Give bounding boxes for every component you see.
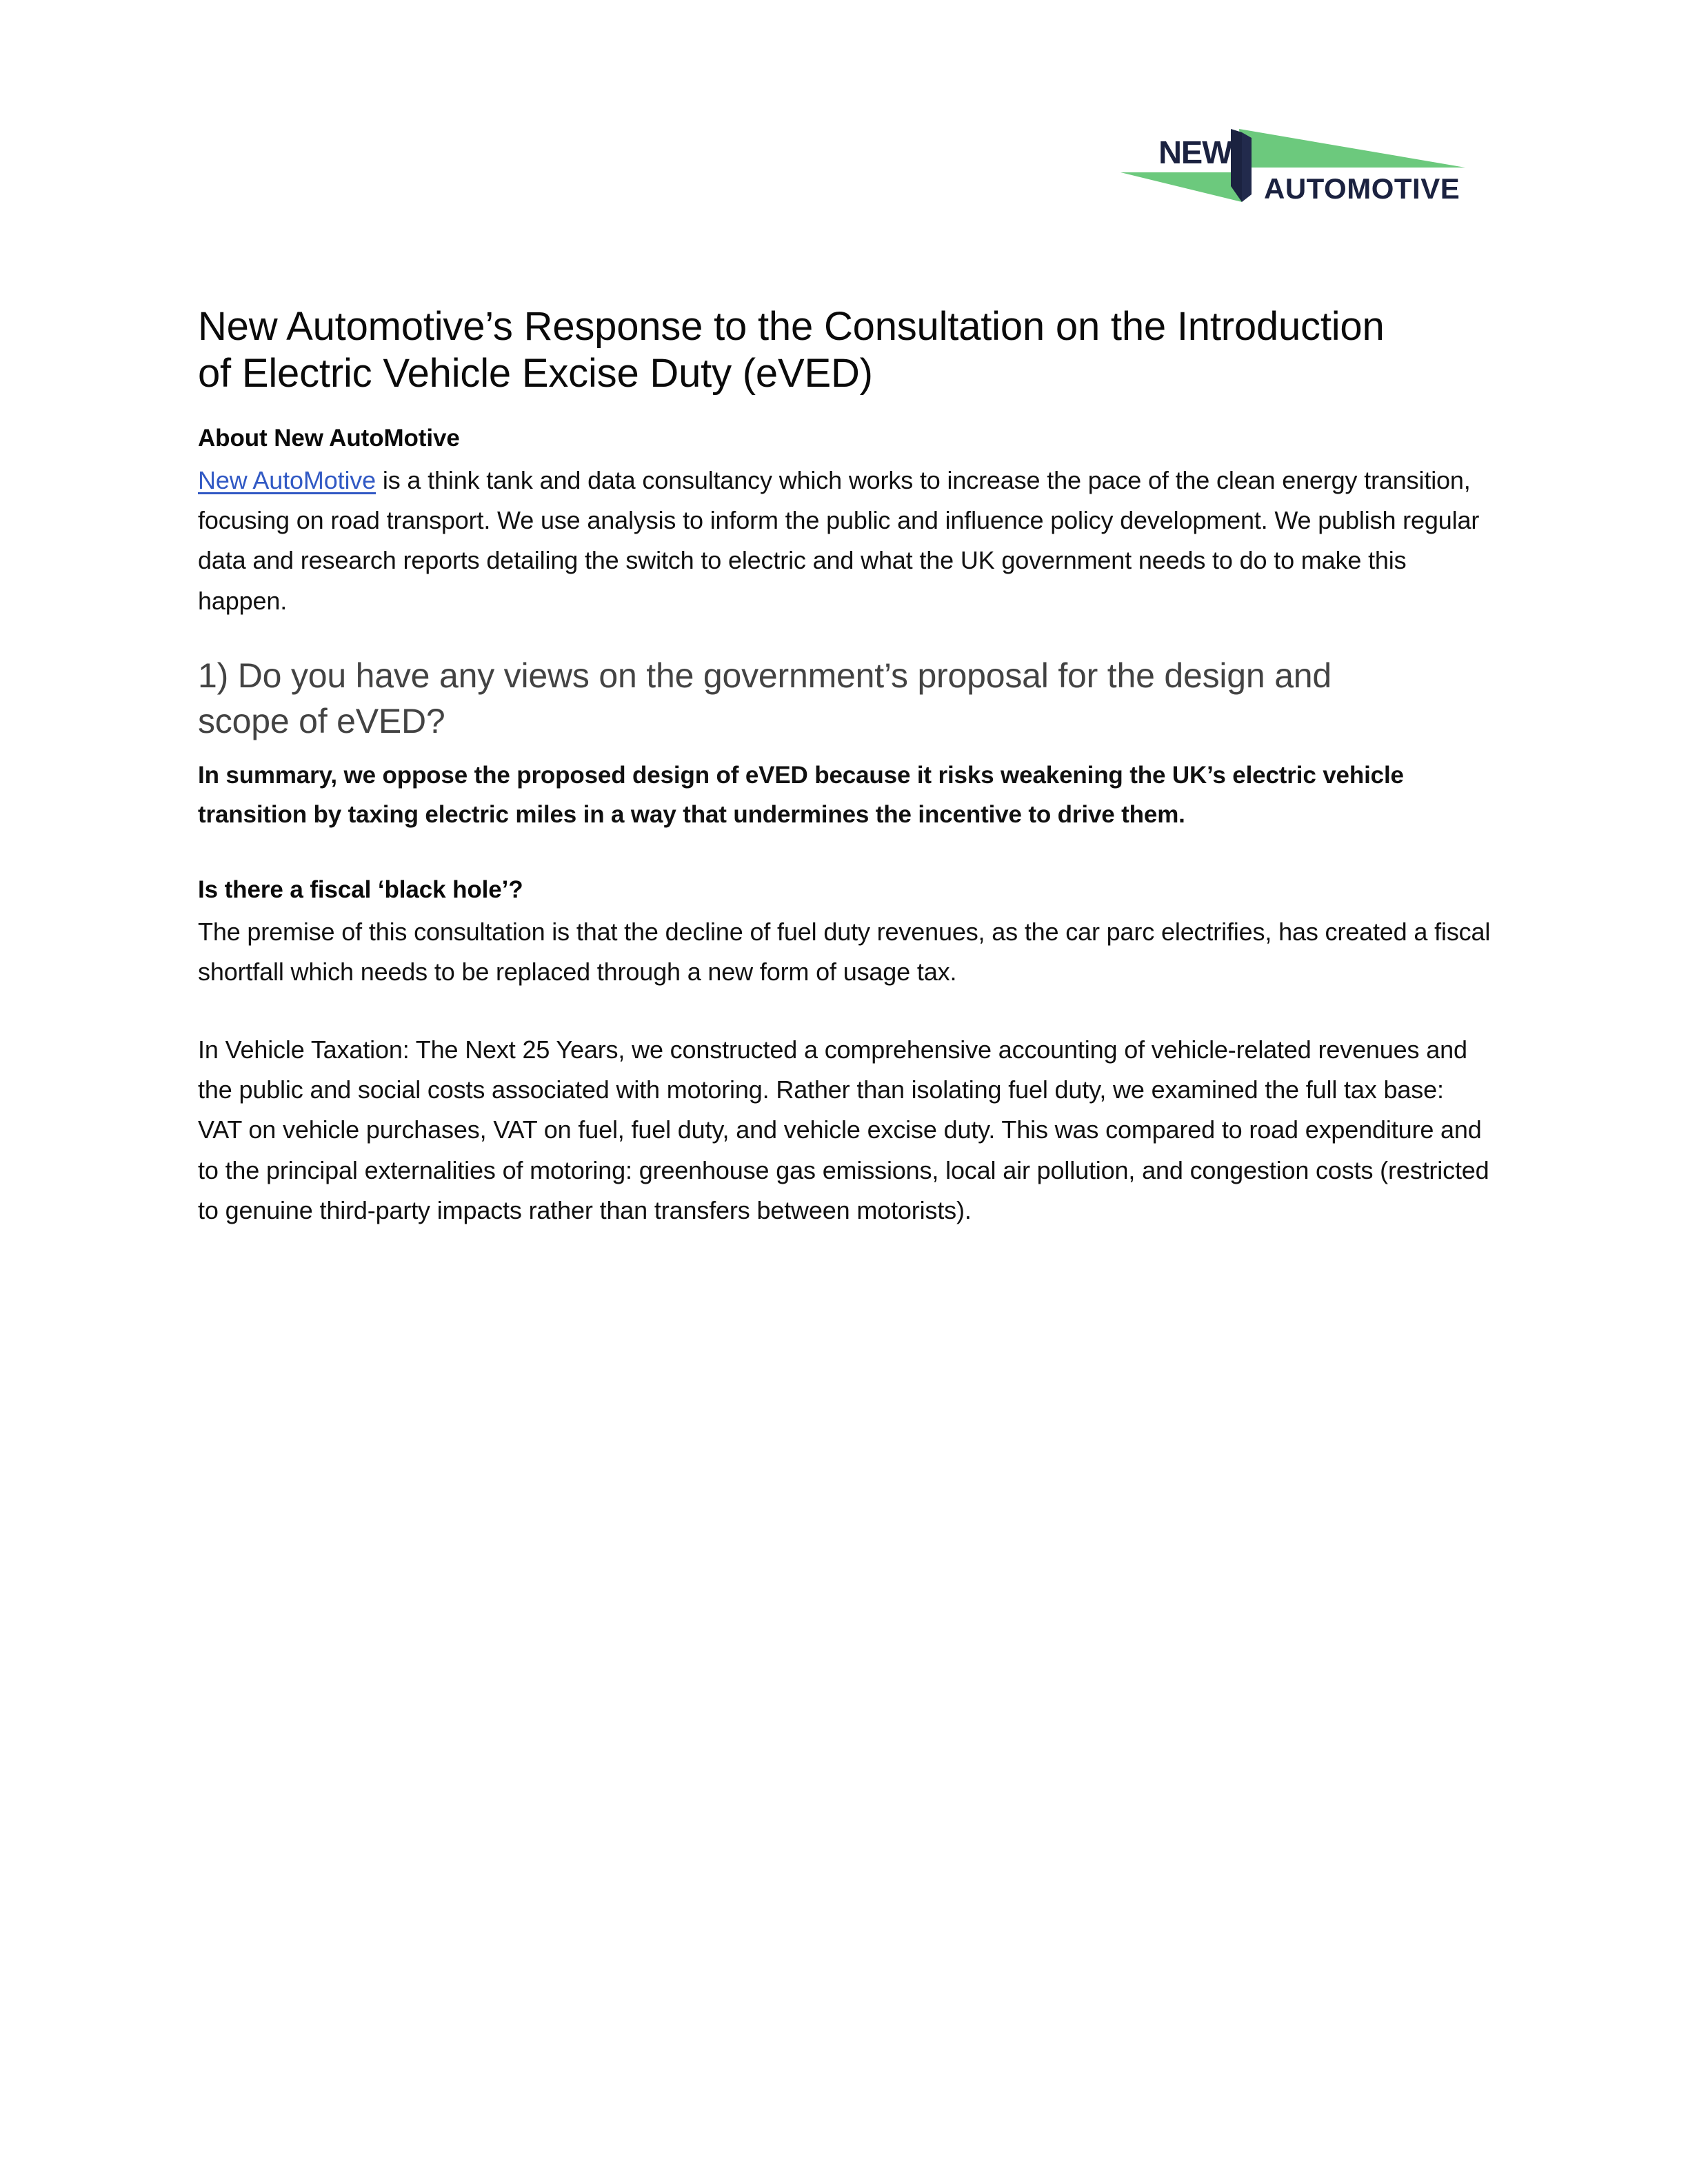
new-automotive-link[interactable]: New AutoMotive — [198, 465, 376, 494]
new-automotive-logo — [1121, 117, 1465, 203]
question-1-summary: In summary, we oppose the proposed design of eVED because it risks weakening the UK’s electric vehicle transition by taxing electric miles in a way that undermines the incentive to drive them. — [198, 761, 1404, 828]
question-1-heading: 1) Do you have any views on the government’s proposal for the design and scope of eVED? — [198, 656, 1332, 740]
logo-green-upper-triangle — [1239, 129, 1465, 168]
logo-green-lower-triangle — [1121, 172, 1242, 202]
page-title: New Automotive’s Response to the Consultation on the Introduction of Electric Vehicle Excise Duty (eVED) — [198, 304, 1385, 396]
document-content — [198, 303, 1491, 1231]
logo-artwork — [1121, 117, 1465, 203]
fiscal-black-hole-heading: Is there a fiscal ‘black hole’? — [198, 876, 523, 904]
about-heading: About New AutoMotive — [198, 424, 460, 452]
logo-word-automotive: AUTOMOTIVE — [1264, 172, 1460, 203]
about-paragraph-text: is a think tank and data consultancy which works to increase the pace of the clean energy transition, focusing on road transport. We use analysis to inform the public and influence policy development. We publish regular data and research reports detailing the switch to electric and what the UK government needs to do to make this happen. — [198, 465, 1480, 615]
about-paragraph — [198, 461, 1491, 621]
vehicle-taxation-paragraph: In Vehicle Taxation: The Next 25 Years, we constructed a comprehensive accounting of vehicle-related revenues and the public and social costs associated with motoring. Rather than isolating fuel duty, we examined the full tax base: VAT on vehicle purchases, VAT on fuel, fuel duty, and vehicle excise duty. This was compared to road expenditure and to the principal externalities of motoring: greenhouse gas emissions, local air pollution, and congestion costs (restricted to genuine third-party impacts rather than transfers between motorists). — [198, 1035, 1489, 1224]
fiscal-black-hole-paragraph: The premise of this consultation is that the decline of fuel duty revenues, as the car parc electrifies, has created a fiscal shortfall which needs to be replaced through a new form of usage tax. — [198, 918, 1491, 987]
logo-word-new: NEW — [1158, 134, 1232, 170]
page-header — [0, 0, 1688, 248]
logo-navy-wedge-shadow — [1242, 132, 1252, 202]
